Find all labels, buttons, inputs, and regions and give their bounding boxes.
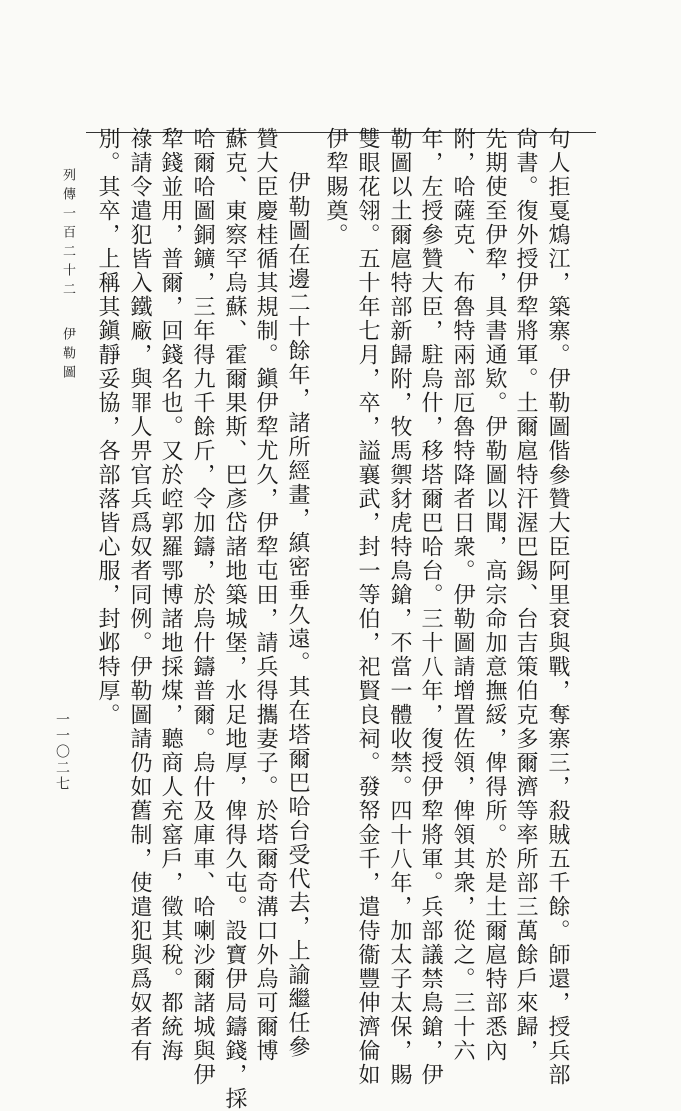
text-column: 伊犂賜奠。 bbox=[323, 127, 348, 247]
text-column: 附，哈薩克、布魯特兩部厄魯特降者日衆。伊勒圖請增置佐領，俾領其衆，從之。三十六 bbox=[450, 127, 475, 1063]
text-column: 勒圖以土爾扈特部新歸附，牧馬禦豺虎特鳥鎗，不當一體收禁。四十八年，加太子太保，賜 bbox=[387, 127, 412, 1087]
text-column: 祿請令遣犯皆入鐵廠，與罪人畀官兵爲奴者同例。伊勒圖請仍如舊制，使遣犯與爲奴者有 bbox=[127, 127, 152, 1063]
text-column: 年，左授參贊大臣，駐烏什，移塔爾巴哈台。三十八年，復授伊犂將軍。兵部議禁鳥鎗，伊 bbox=[418, 127, 443, 1087]
text-column: 蘇克、東察罕烏蘇、霍爾果斯、巴彥岱諸地築城堡，水足地厚，俾得久屯。設寶伊局鑄錢，採 bbox=[222, 127, 247, 1111]
header-section: 列傳一百二十二 bbox=[60, 168, 75, 301]
text-column: 犂錢並用，普爾，回錢名也。又於崆郭羅鄂博諸地採煤，聽商人充窰戶，徵其稅。都統海 bbox=[158, 127, 183, 1063]
text-column: 贊大臣慶桂循其規制。鎭伊犂尤久，伊犂屯田，請兵得攜妻子。於塔爾奇溝口外烏可爾博 bbox=[253, 127, 278, 1063]
page-number: 一一〇二七 bbox=[54, 712, 70, 792]
text-column: 先期使至伊犂，具書通欵。伊勒圖以聞，高宗命加意撫綏，俾得所。於是土爾扈特部悉內 bbox=[482, 127, 507, 1063]
header-name: 伊勒圖 bbox=[60, 327, 75, 384]
running-header bbox=[58, 168, 77, 384]
text-column-paragraph-start: 伊勒圖在邊二十餘年，諸所經畫，縝密垂久遠。其在塔爾巴哈台受代去，上諭繼任參 bbox=[285, 171, 310, 1059]
text-column: 哈爾哈圖銅鑛，三年得九千餘斤，令加鑄，於烏什鑄普爾。烏什及庫車、哈喇沙爾諸城與伊 bbox=[190, 127, 215, 1087]
text-column: 別。其卒，上稱其鎭靜妥協，各部落皆心服，封邺特厚。 bbox=[95, 127, 120, 727]
text-column: 尙書。復外授伊犂將軍。土爾扈特汗渥巴錫、台吉策伯克多爾濟等率所部三萬餘戶來歸， bbox=[513, 127, 538, 1063]
text-column: 雙眼花翎。五十年七月，卒，謚襄武，封一等伯，祀賢良祠。發帑金千，遣侍衞豐伸濟倫如 bbox=[355, 127, 380, 1087]
text-column: 句人拒戛鴆江，築寨。伊勒圖偕參贊大臣阿里袞與戰，奪寨三，殺賊五千餘。師還，授兵部 bbox=[545, 127, 570, 1087]
